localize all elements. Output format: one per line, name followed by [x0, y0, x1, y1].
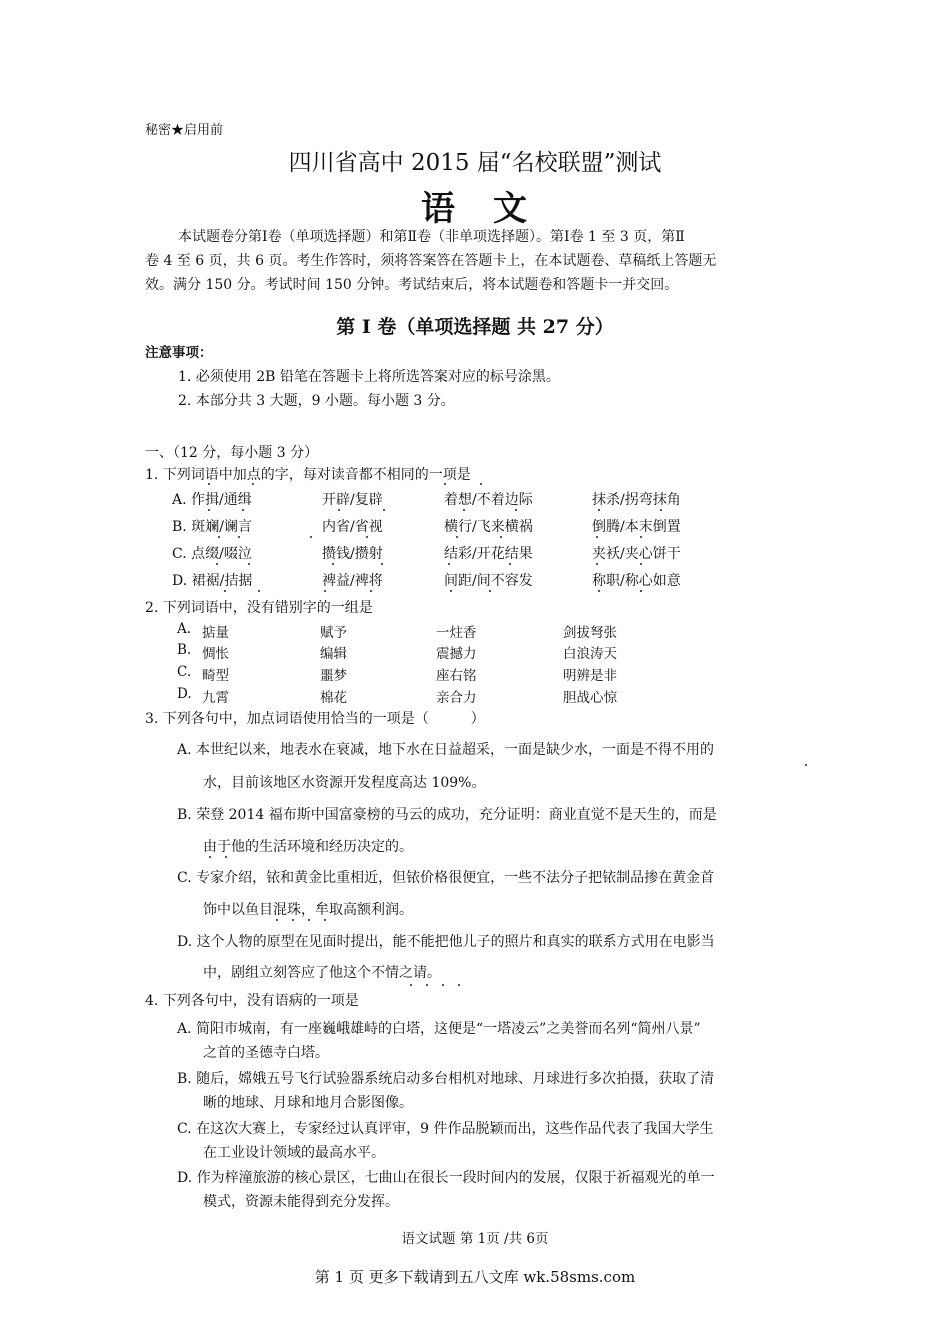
part1-title: 第 Ⅰ 卷（单项选择题 共 27 分） [336, 316, 614, 338]
emphasis-dot [444, 483, 446, 485]
emphasis-dot [276, 919, 278, 921]
emphasis-dot [209, 856, 211, 858]
q2-d-col1: 九霄 [202, 690, 229, 706]
q2-d-col3: 亲合力 [436, 690, 477, 706]
notice-label: 注意事项： [145, 345, 213, 361]
q2-c-col1: 畸型 [202, 668, 229, 684]
q4-option-c-line1: C. 在这次大赛上，专家经过认真评审，9 件作品脱颖而出，这些作品代表了我国大学生 [177, 1121, 714, 1137]
q1-a-col3: 着想/不着边际 [444, 492, 533, 508]
q4-option-a-line2: 之首的圣德寺白塔。 [203, 1045, 329, 1061]
q3-option-b-line1: B. 荣登 2014 福布斯中国富豪榜的马云的成功，充分证明：商业直觉不是天生的，而是 [177, 807, 717, 823]
emphasis-dot [310, 536, 312, 538]
emphasis-dot [660, 509, 662, 511]
q4-option-c-line2: 在工业设计领域的最高水平。 [203, 1145, 385, 1161]
q4-option-a-line1: A. 简阳市城南，有一座巍峨雄峙的白塔，这便是“一塔凌云”之美誉而名列“简州八景” [177, 1021, 701, 1037]
q2-c-col2: 噩梦 [320, 668, 347, 684]
emphasis-dot [598, 590, 600, 592]
q3-option-c-line1: C. 专家介绍，铱和黄金比重相近，但铱价格很便宜，一些不法分子把铱制品掺在黄金首 [177, 870, 715, 886]
q3-option-d-line1: D. 这个人物的原型在见面时提出，能不能把他儿子的照片和真实的联系方式用在电影当 [177, 934, 715, 950]
intro-line-1: 本试题卷分第Ⅰ卷（单项选择题）和第Ⅱ卷（非单项选择题）。第Ⅰ卷 1 至 3 页，第Ⅱ [178, 229, 685, 245]
emphasis-dot [366, 536, 368, 538]
intro-line-2: 卷 4 至 6 页，共 6 页。考生作答时，须将答案答在答题卡上，在本试题卷、草稿纸上答题无 [145, 253, 717, 269]
emphasis-dot [324, 590, 326, 592]
emphasis-dot [248, 563, 250, 565]
emphasis-dot [292, 919, 294, 921]
emphasis-dot [410, 984, 412, 986]
q1-d-col4: 称职/称心如意 [592, 573, 681, 589]
q1-d-col1: D. 裙裾/拮据 [172, 573, 253, 589]
notice-item-1: 1. 必须使用 2B 铅笔在答题卡上将所选答案对应的标号涂黑。 [178, 369, 560, 385]
q1-b-col4: 倒腾/本末倒置 [592, 519, 681, 535]
emphasis-dot [370, 590, 372, 592]
emphasis-dot [480, 483, 482, 485]
emphasis-dot [426, 984, 428, 986]
emphasis-dot [332, 563, 334, 565]
q2-b-label: B. [177, 642, 192, 658]
q2-b-col4: 白浪涛天 [563, 646, 617, 662]
emphasis-dot [448, 563, 450, 565]
section1-title: 一、（12 分，每小题 3 分） [145, 445, 319, 461]
q1-stem: 1. 下列词语中加点的字，每对读音都不相同的一项是 [145, 467, 471, 483]
q1-c-col2: 攒钱/攒射 [322, 546, 383, 562]
q1-a-col2: 开辟/复辟 [322, 492, 383, 508]
emphasis-dot [640, 536, 642, 538]
emphasis-dot [500, 536, 502, 538]
emphasis-dot [218, 536, 220, 538]
emphasis-dot [208, 483, 210, 485]
subject-title: 语 文 [421, 189, 529, 229]
emphasis-dot [450, 590, 452, 592]
emphasis-dot [596, 536, 598, 538]
q2-d-col2: 棉花 [320, 690, 347, 706]
q4-option-b-line1: B. 随后，嫦娥五号飞行试验器系统启动多台相机对地球、月球进行多次拍摄，获取了清 [177, 1071, 715, 1087]
q2-a-col3: 一炷香 [436, 625, 477, 641]
emphasis-dot [456, 536, 458, 538]
q1-b-col1: B. 斑斓/谰言 [172, 519, 252, 535]
q4-option-b-line2: 晰的地球、月球和地月合影图像。 [203, 1095, 413, 1111]
notice-item-2: 2. 本部分共 3 大题，9 小题。每小题 3 分。 [178, 393, 455, 409]
emphasis-dot [216, 563, 218, 565]
emphasis-dot [238, 536, 240, 538]
q1-a-col1: A. 作揖/通缉 [172, 492, 252, 508]
emphasis-dot [596, 563, 598, 565]
q2-a-label: A. [177, 621, 192, 637]
q1-c-col1: C. 点缀/啜泣 [172, 546, 252, 562]
emphasis-dot [463, 509, 465, 511]
q3-option-d-line2: 中，剧组立刻答应了他这个不情之请。 [203, 965, 441, 981]
q2-c-col3: 座右铭 [436, 668, 477, 684]
q3-option-b-line2: 由于他的生活环境和经历决定的。 [203, 839, 413, 855]
emphasis-dot [324, 919, 326, 921]
q1-c-col3: 结彩/开花结果 [444, 546, 533, 562]
emphasis-dot [458, 984, 460, 986]
emphasis-dot [640, 563, 642, 565]
q4-stem: 4. 下列各句中，没有语病的一项是 [145, 993, 359, 1009]
emphasis-dot [258, 590, 260, 592]
q1-d-col3: 间距/间不容发 [444, 573, 533, 589]
emphasis-dot [640, 590, 642, 592]
secret-label: 秘密★启用前 [145, 123, 224, 138]
q1-d-col2: 裨益/裨将 [322, 573, 383, 589]
emphasis-dot [509, 563, 511, 565]
q2-a-col2: 赋予 [320, 625, 347, 641]
q4-option-d-line2: 模式，资源未能得到充分发挥。 [203, 1194, 399, 1210]
q3-stem: 3. 下列各句中，加点词语使用恰当的一项是（ ） [145, 711, 485, 727]
q1-b-col2: 内省/省视 [322, 519, 383, 535]
intro-line-3: 效。满分 150 分。考试时间 150 分钟。考试结束后，将本试题卷和答题卡一并交回。 [145, 277, 679, 293]
q3-option-a-line2: 水，目前该地区水资源开发程度高达 109%。 [203, 775, 486, 791]
q4-option-d-line1: D. 作为梓潼旅游的核心景区，七曲山在很长一段时间内的发展，仅限于祈福观光的单一 [177, 1170, 715, 1186]
q3-option-a-line1: A. 本世纪以来，地表水在衰减，地下水在日益超采，一面是缺少水，一面是不得不用的 [177, 742, 715, 758]
q2-b-col3: 震撼力 [436, 646, 477, 662]
q3-option-c-line2: 饰中以鱼目混珠，牟取高额利润。 [203, 902, 413, 918]
q1-a-col4: 抹杀/拐弯抹角 [592, 492, 681, 508]
emphasis-dot [224, 590, 226, 592]
q2-a-col4: 剑拔弩张 [563, 625, 617, 641]
emphasis-dot [225, 856, 227, 858]
emphasis-dot [308, 919, 310, 921]
q2-d-label: D. [177, 686, 192, 702]
emphasis-dot [338, 509, 340, 511]
emphasis-dot [489, 590, 491, 592]
q2-c-col4: 明辨是非 [563, 668, 617, 684]
q1-b-col3: 横行/飞来横祸 [444, 519, 533, 535]
download-footer: 第 1 页 更多下载请到五八文库 wk.58sms.com [314, 1268, 636, 1286]
q1-c-col4: 夹袄/夹心饼干 [592, 546, 681, 562]
emphasis-dot [442, 984, 444, 986]
emphasis-dot [598, 509, 600, 511]
emphasis-dot [208, 509, 210, 511]
q2-c-label: C. [177, 664, 192, 680]
q2-b-col1: 惆怅 [202, 646, 229, 662]
q2-b-col2: 编辑 [320, 646, 347, 662]
emphasis-dot [252, 483, 254, 485]
emphasis-dot [242, 509, 244, 511]
q2-stem: 2. 下列词语中，没有错别字的一组是 [145, 600, 373, 616]
page-footer: 语文试题 第 1页 /共 6页 [401, 1231, 549, 1247]
q2-a-col1: 掂量 [202, 625, 229, 641]
emphasis-dot [515, 509, 517, 511]
exam-title: 四川省高中 2015 届“名校联盟”测试 [288, 150, 662, 176]
emphasis-dot [381, 563, 383, 565]
emphasis-dot [383, 509, 385, 511]
emphasis-dot [805, 764, 807, 766]
q2-d-col4: 胆战心惊 [563, 690, 617, 706]
